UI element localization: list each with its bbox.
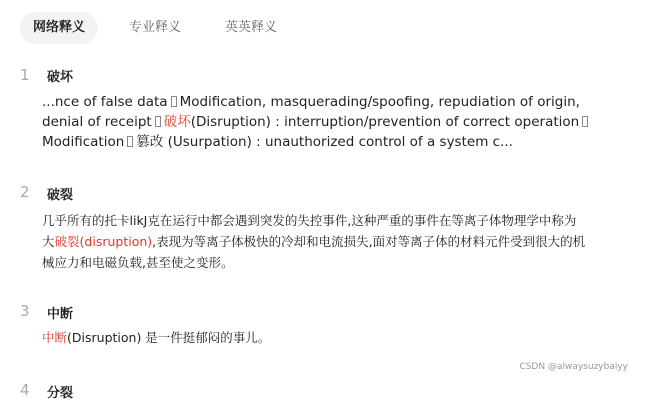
missing-glyph-icon	[127, 136, 133, 147]
entry-example	[42, 328, 622, 348]
watermark: CSDN @alwaysuzybaiyy	[519, 362, 628, 372]
example-line: 中断(Disruption) 是一件挺郁闷的事儿。	[42, 330, 271, 345]
example-line: 大破裂(disruption),表现为等离子体极快的冷却和电流损失,面对等离子体的材料元件受到很大的机	[42, 234, 586, 249]
entry-number: 4	[20, 381, 30, 399]
entry-example	[42, 210, 622, 273]
definition-tabs	[20, 12, 308, 44]
highlight-term: 中断	[42, 330, 68, 345]
entry-number: 3	[20, 302, 30, 320]
entry-example	[42, 92, 622, 152]
example-line: ...nce of false data Modification, masquerading/spoofing, repudiation of origin,	[42, 94, 580, 110]
entry-number: 2	[20, 183, 30, 201]
missing-glyph-icon	[155, 116, 161, 127]
tab-web-definitions[interactable]: 网络释义	[20, 12, 98, 44]
missing-glyph-icon	[582, 116, 588, 127]
highlight-term-english: (disruption)	[79, 234, 153, 249]
example-line: 几乎所有的托卡likJ克在运行中都会遇到突发的失控事件,这种严重的事件在等离子体物理学中称为	[42, 213, 577, 228]
example-line: Modification 篡改 (Usurpation) : unauthorized control of a system c...	[42, 134, 513, 150]
entry-word[interactable]: 分裂	[47, 386, 74, 401]
tab-professional-definitions[interactable]: 专业释义	[129, 20, 182, 35]
entry-number: 1	[20, 66, 30, 84]
example-line: denial of receipt 破坏(Disruption) : interruption/prevention of correct operation	[42, 112, 622, 132]
entry-word[interactable]: 中断	[47, 307, 74, 322]
missing-glyph-icon	[171, 96, 177, 107]
tab-english-definitions[interactable]: 英英释义	[225, 20, 278, 35]
entry-word[interactable]: 破坏	[47, 70, 74, 85]
highlight-term: 破坏	[163, 114, 191, 130]
entry-word[interactable]: 破裂	[47, 188, 74, 203]
example-line: 械应力和电磁负载,甚至使之变形。	[42, 255, 234, 270]
highlight-term: 破裂	[54, 234, 80, 249]
